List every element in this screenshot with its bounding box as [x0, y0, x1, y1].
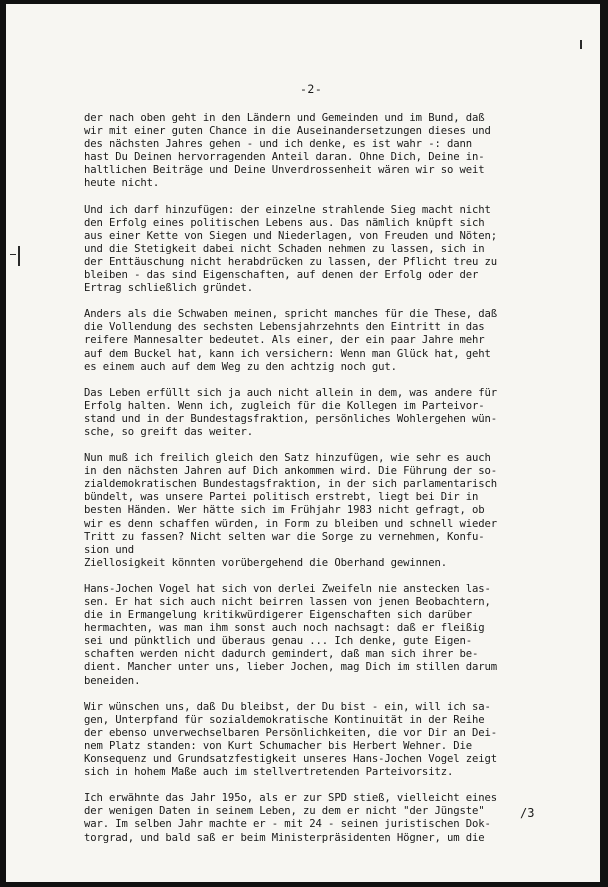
text-line: Konsequenz und Grundsatzfestigkeit unseres Hans-Jochen Vogel zeigt	[84, 753, 498, 766]
text-line: reifere Mannesalter bedeutet. Als einer, der ein paar Jahre mehr	[84, 334, 485, 347]
paragraph	[84, 583, 554, 688]
text-line: sich in hohem Maße auch im stellvertretenden Parteivorsitz.	[84, 766, 454, 779]
page-number: -2-	[300, 82, 323, 96]
text-line: der Enttäuschung nicht herabdrücken zu lassen, der Pflicht treu zu	[84, 255, 498, 268]
text-line: wir es denn schaffen würden, in Form zu bleiben und schnell wieder	[84, 517, 498, 530]
text-line: des nächsten Jahres gehen - und ich denke, es ist wahr -: dann	[84, 138, 472, 151]
text-line: beneiden.	[84, 674, 141, 687]
text-line: nem Platz standen: von Kurt Schumacher bis Herbert Wehner. Die	[84, 739, 472, 752]
text-line: in den nächsten Jahren auf Dich ankommen wird. Die Führung der so-	[84, 465, 498, 478]
document-page	[6, 4, 600, 882]
text-line: zialdemokratischen Bundestagsfraktion, in der sich parlamentarisch	[84, 478, 498, 491]
text-line: die Vollendung des sechsten Lebensjahrzehnts den Eintritt in das	[84, 321, 485, 334]
text-line: auf dem Buckel hat, kann ich versichern: Wenn man Glück hat, geht	[84, 347, 491, 360]
text-line: Und ich darf hinzufügen: der einzelne strahlende Sieg macht nicht	[84, 203, 491, 216]
text-line: und die Stetigkeit dabei nicht Schaden nehmen zu lassen, sich in	[84, 242, 485, 255]
text-line: Ziellosigkeit könnten vorübergehend die Oberhand gewinnen.	[84, 556, 447, 569]
paragraph	[84, 112, 554, 191]
text-line: der wenigen Daten in seinem Leben, zu dem er nicht "der Jüngste"	[84, 805, 485, 818]
text-line: Ertrag schließlich gründet.	[84, 282, 253, 295]
scan-mark	[580, 40, 582, 49]
text-line: Erfolg halten. Wenn ich, zugleich für die Kollegen im Parteivor-	[84, 399, 485, 412]
text-line: wir mit einer guten Chance in die Auseinandersetzungen dieses und	[84, 125, 491, 138]
text-line: sion und	[84, 543, 135, 556]
text-line: sche, so greift das weiter.	[84, 425, 253, 438]
text-line: Tritt zu fassen? Nicht selten war die Sorge zu vernehmen, Konfu-	[84, 530, 485, 543]
text-line: der nach oben geht in den Ländern und Gemeinden und im Bund, daß	[84, 112, 485, 124]
text-line: schaften werden nicht dadurch gemindert, daß man sich ihrer be-	[84, 648, 479, 661]
paragraph	[84, 308, 554, 373]
text-line: dient. Mancher unter uns, lieber Jochen, mag Dich im stillen darum	[84, 661, 498, 674]
paragraph	[84, 204, 554, 296]
text-line: Anders als die Schwaben meinen, spricht manches für die These, daß	[84, 308, 498, 321]
text-line: aus einer Kette von Siegen und Niederlagen, von Freuden und Nöten;	[84, 229, 498, 242]
paragraph	[84, 701, 554, 780]
text-line: bleiben - das sind Eigenschaften, auf denen der Erfolg oder der	[84, 269, 479, 282]
text-line: heute nicht.	[84, 177, 160, 190]
text-line: hermachten, was man ihm sonst auch noch nachsagt: daß er fleißig	[84, 622, 485, 635]
text-line: den Erfolg eines politischen Lebens aus. Das nämlich knüpft sich	[84, 216, 485, 229]
continuation-marker: /3	[520, 806, 535, 820]
text-line: hast Du Deinen hervorragenden Anteil daran. Ohne Dich, Deine in-	[84, 151, 485, 164]
text-line: der ebenso unverwechselbaren Persönlichkeiten, die vor Dir an Dei-	[84, 726, 498, 739]
text-line: war. Im selben Jahr machte er - mit 24 - seinen juristischen Dok-	[84, 818, 491, 831]
text-line: stand und in der Bundestagsfraktion, persönliches Wohlergehen wün-	[84, 412, 498, 425]
text-line: Das Leben erfüllt sich ja auch nicht allein in dem, was andere für	[84, 386, 498, 399]
text-line: sei und pünktlich und überaus genau ... Ich denke, gute Eigen-	[84, 635, 472, 648]
scan-mark	[10, 254, 16, 255]
text-line: torgrad, und bald saß er beim Ministerpräsidenten Högner, um die	[84, 831, 485, 844]
text-line: sen. Er hat sich auch nicht beirren lassen von jenen Beobachtern,	[84, 596, 491, 608]
text-line: Ich erwähnte das Jahr 195o, als er zur SPD stieß, vielleicht eines	[84, 792, 498, 805]
paragraph	[84, 792, 554, 844]
text-line: besten Händen. Wer hätte sich im Frühjahr 1983 nicht gefragt, ob	[84, 504, 485, 517]
text-line: gen, Unterpfand für sozialdemokratische Kontinuität in der Reihe	[84, 713, 485, 726]
paragraph	[84, 387, 554, 439]
text-line: Hans-Jochen Vogel hat sich von derlei Zweifeln nie anstecken las-	[84, 582, 491, 595]
text-line: es einem auch auf dem Weg zu den achtzig noch gut.	[84, 360, 397, 373]
text-line: haltlichen Beiträge und Deine Unverdrossenheit wären wir so weit	[84, 164, 485, 177]
text-line: bündelt, was unsere Partei politisch erstrebt, liegt bei Dir in	[84, 491, 479, 504]
paragraph	[84, 452, 554, 570]
scan-mark	[18, 246, 20, 266]
text-line: die in Ermangelung kritikwürdigerer Eigenschaften sich darüber	[84, 609, 472, 622]
text-line: Nun muß ich freilich gleich den Satz hinzufügen, wie sehr es auch	[84, 452, 491, 465]
text-line: Wir wünschen uns, daß Du bleibst, der Du bist - ein, will ich sa-	[84, 700, 491, 713]
letter-body	[84, 112, 554, 858]
